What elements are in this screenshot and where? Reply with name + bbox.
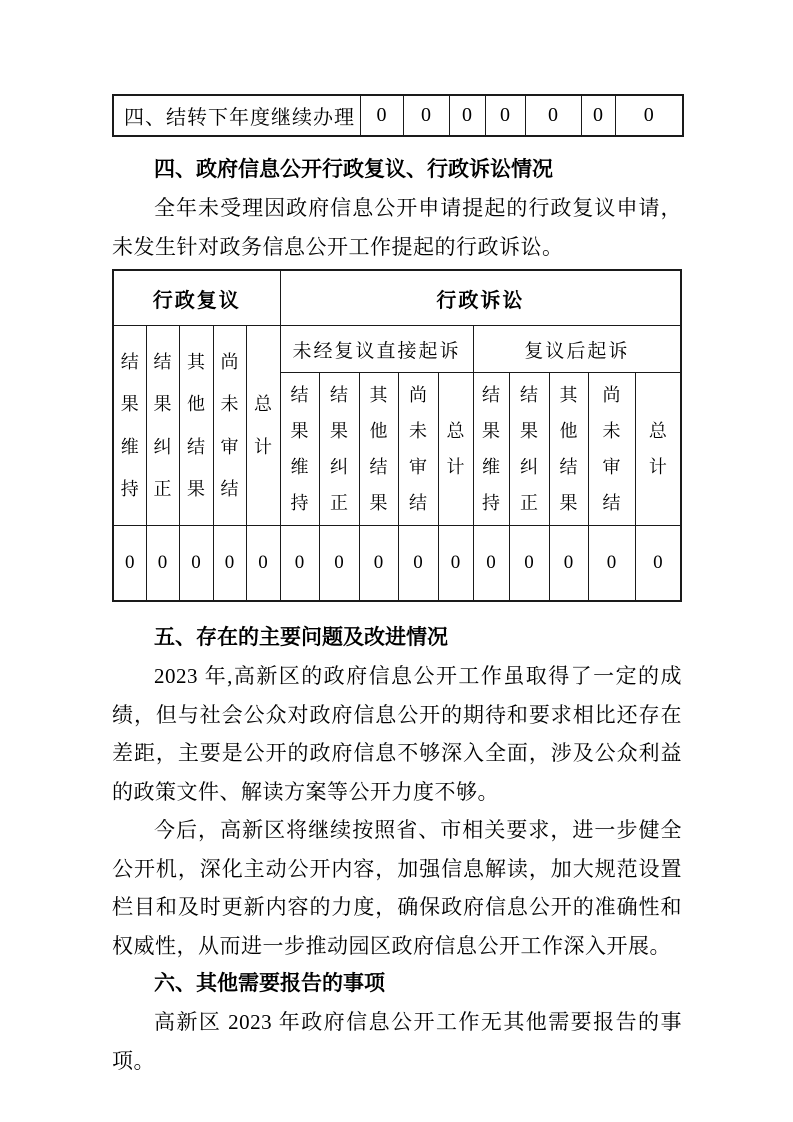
value-cell: 0	[319, 526, 359, 602]
value-cell: 0	[588, 526, 635, 602]
spacer	[112, 137, 682, 151]
section6-heading: 六、其他需要报告的事项	[154, 972, 385, 995]
value-cell: 0	[398, 526, 438, 602]
carryover-value-cell: 0	[449, 95, 485, 136]
value-cell: 0	[113, 526, 146, 602]
review-litigation-table	[112, 269, 682, 602]
carryover-value-cell: 0	[360, 95, 403, 136]
subgroup-header-row	[113, 326, 681, 373]
carryover-value-cell: 0	[403, 95, 449, 136]
after-review-outcome-header: 结果纠正	[509, 373, 549, 526]
review-outcome-header: 尚未审结	[213, 326, 246, 526]
value-cell: 0	[179, 526, 213, 602]
litigation-group-header: 行政诉讼	[280, 270, 681, 326]
value-cell: 0	[280, 526, 319, 602]
value-cell: 0	[359, 526, 398, 602]
value-cell: 0	[549, 526, 588, 602]
value-cell: 0	[438, 526, 473, 602]
carryover-value-cell: 0	[615, 95, 683, 136]
spacer	[112, 602, 682, 619]
review-total-header: 总计	[246, 326, 280, 526]
section5-heading: 五、存在的主要问题及改进情况	[154, 626, 448, 649]
section5-paragraph-2: 今后，高新区将继续按照省、市相关要求，进一步健全公开机，深化主动公开内容，加强信息解读，加大规范设置栏目和及时更新内容的力度，确保政府信息公开的准确性和权威性，从而进一步推动园区政府信息公开工作深入开展。	[112, 818, 682, 958]
after-review-suit-header: 复议后起诉	[473, 326, 681, 373]
after-review-outcome-header: 尚未审结	[588, 373, 635, 526]
carryover-row	[113, 95, 683, 136]
value-cell: 0	[246, 526, 280, 602]
values-row	[113, 526, 681, 602]
value-cell: 0	[635, 526, 681, 602]
direct-outcome-header: 结果纠正	[319, 373, 359, 526]
value-cell: 0	[213, 526, 246, 602]
review-outcome-header: 结果纠正	[146, 326, 179, 526]
direct-outcome-header: 其他结果	[359, 373, 398, 526]
value-cell: 0	[473, 526, 509, 602]
value-cell: 0	[146, 526, 179, 602]
carryover-value-cell: 0	[485, 95, 525, 136]
direct-outcome-header: 尚未审结	[398, 373, 438, 526]
value-cell: 0	[509, 526, 549, 602]
carryover-table	[112, 94, 684, 137]
direct-total-header: 总计	[438, 373, 473, 526]
carryover-row-label: 四、结转下年度继续办理	[113, 95, 360, 136]
carryover-value-cell: 0	[525, 95, 581, 136]
review-outcome-header: 结果维持	[113, 326, 146, 526]
direct-suit-header: 未经复议直接起诉	[280, 326, 473, 373]
after-review-outcome-header: 其他结果	[549, 373, 588, 526]
review-group-header: 行政复议	[113, 270, 280, 326]
after-review-total-header: 总计	[635, 373, 681, 526]
section4-heading: 四、政府信息公开行政复议、行政诉讼情况	[154, 158, 553, 181]
section4-paragraph: 全年未受理因政府信息公开申请提起的行政复议申请，未发生针对政务信息公开工作提起的行政诉讼。	[112, 196, 682, 259]
section6-paragraph: 高新区 2023 年政府信息公开工作无其他需要报告的事项。	[112, 1010, 682, 1073]
after-review-outcome-header: 结果维持	[473, 373, 509, 526]
carryover-value-cell: 0	[581, 95, 615, 136]
direct-outcome-header: 结果维持	[280, 373, 319, 526]
review-outcome-header: 其他结果	[179, 326, 213, 526]
group-header-row	[113, 270, 681, 326]
section5-paragraph-1: 2023 年,高新区的政府信息公开工作虽取得了一定的成绩，但与社会公众对政府信息公开的期待和要求相比还存在差距，主要是公开的政府信息不够深入全面，涉及公众利益的政策文件、解读方案等公开力度不够。	[112, 664, 682, 804]
